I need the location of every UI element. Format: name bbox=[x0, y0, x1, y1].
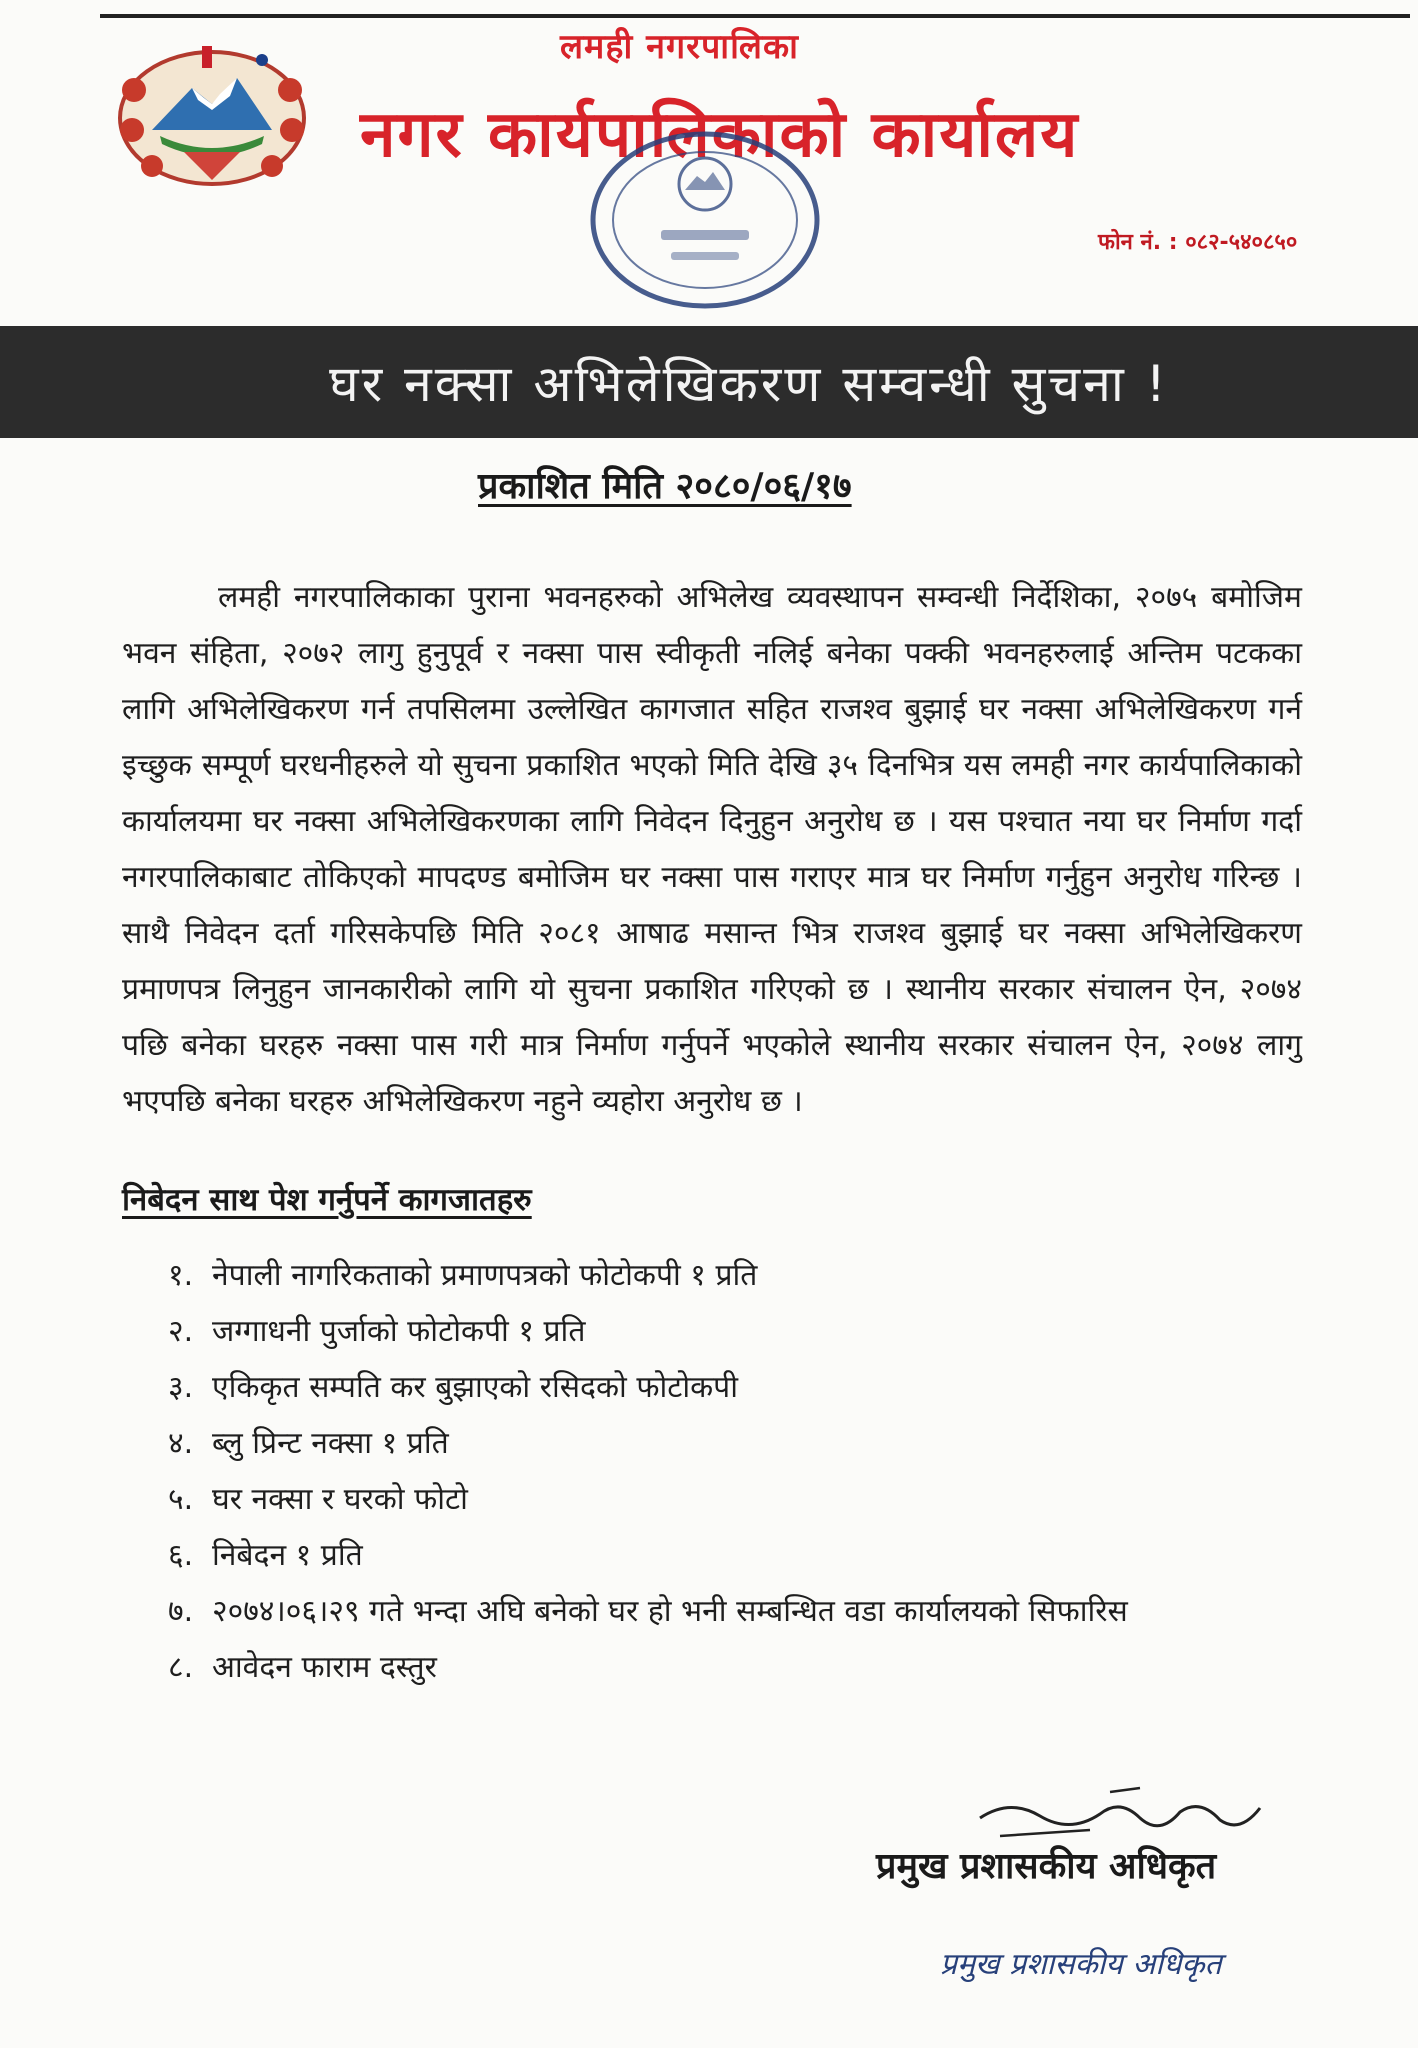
notice-banner bbox=[0, 326, 1418, 438]
list-text: एकिकृत सम्पति कर बुझाएको रसिदको फोटोकपी bbox=[212, 1370, 738, 1405]
office-stamp-icon bbox=[575, 120, 835, 330]
list-text: घर नक्सा र घरको फोटो bbox=[212, 1482, 468, 1517]
list-number: २. bbox=[168, 1314, 194, 1349]
list-number: ५. bbox=[168, 1482, 194, 1517]
list-number: ३. bbox=[168, 1370, 194, 1405]
list-item bbox=[168, 1360, 1308, 1416]
list-text: नेपाली नागरिकताको प्रमाणपत्रको फोटोकपी १ प्रति bbox=[212, 1258, 758, 1293]
top-rule bbox=[100, 14, 1410, 18]
list-item bbox=[168, 1248, 1308, 1304]
documents-heading: निबेदन साथ पेश गर्नुपर्ने कागजातहरु bbox=[122, 1182, 532, 1218]
publication-date: प्रकाशित मिति २०८०/०६/१७ bbox=[478, 466, 852, 507]
list-item bbox=[168, 1472, 1308, 1528]
notice-body: लमही नगरपालिकाका पुराना भवनहरुको अभिलेख व्यवस्थापन सम्वन्धी निर्देशिका, २०७५ बमोजिम भवन संहिता, २०७२ लागु हुनुपूर्व र नक्सा पास स्वीकृती नलिई बनेका पक्की भवनहरुलाई अन्तिम पटकका लागि अभिलेखिकरण गर्न तपसिलमा उल्लेखित कागजात सहित राजश्व बुझाई घर नक्सा अभिलेखिकरण गर्न इच्छुक सम्पूर्ण घरधनीहरुले यो सुचना प्रकाशित भएको मिति देखि ३५ दिनभित्र यस लमही नगर कार्यपालिकाको कार्यालयमा घर नक्सा अभिलेखिकरणका लागि निवेदन दिनुहुन अनुरोध छ । यस पश्चात नया घर निर्माण गर्दा नगरपालिकाबाट तोकिएको मापदण्ड बमोजिम घर नक्सा पास गराएर मात्र घर निर्माण गर्नुहुन अनुरोध गरिन्छ । साथै निवेदन दर्ता गरिसकेपछि मिति २०८१ आषाढ मसान्त भित्र राजश्व बुझाई घर नक्सा अभिलेखिकरण प्रमाणपत्र लिनुहुन जानकारीको लागि यो सुचना प्रकाशित गरिएको छ । स्थानीय सरकार संचालन ऐन, २०७४ पछि बनेका घरहरु नक्सा पास गरी मात्र निर्माण गर्नुपर्ने भएकोले स्थानीय सरकार संचालन ऐन, २०७४ लागु भएपछि बनेका घरहरु अभिलेखिकरण नहुने व्यहोरा अनुरोध छ । bbox=[122, 580, 1302, 1119]
list-number: १. bbox=[168, 1258, 194, 1293]
officer-seal: प्रमुख प्रशासकीय अधिकृत bbox=[940, 1947, 1222, 1982]
documents-list bbox=[168, 1248, 1308, 1696]
list-item bbox=[168, 1416, 1308, 1472]
list-item bbox=[168, 1528, 1308, 1584]
list-item bbox=[168, 1584, 1308, 1640]
list-number: ७. bbox=[168, 1594, 194, 1629]
notice-title: घर नक्सा अभिलेखिकरण सम्वन्धी सुचना ! bbox=[329, 355, 1169, 413]
list-number: ६. bbox=[168, 1538, 194, 1573]
phone-number: फोन नं. : ०८२-५४०८५० bbox=[1098, 230, 1298, 255]
list-text: जग्गाधनी पुर्जाको फोटोकपी १ प्रति bbox=[212, 1314, 586, 1349]
list-text: ब्लु प्रिन्ट नक्सा १ प्रति bbox=[212, 1426, 449, 1461]
list-item bbox=[168, 1304, 1308, 1360]
list-number: ४. bbox=[168, 1426, 194, 1461]
list-number: ८. bbox=[168, 1650, 194, 1685]
list-item bbox=[168, 1640, 1308, 1696]
office-title: नगर कार्यपालिकाको कार्यालय bbox=[360, 98, 1080, 172]
nepal-emblem-icon bbox=[112, 40, 312, 190]
org-name: लमही नगरपालिका bbox=[560, 27, 799, 67]
list-text: निबेदन १ प्रति bbox=[212, 1538, 363, 1573]
list-text: आवेदन फाराम दस्तुर bbox=[212, 1650, 437, 1685]
list-text: २०७४।०६।२९ गते भन्दा अघि बनेको घर हो भनी सम्बन्धित वडा कार्यालयको सिफारिस bbox=[212, 1594, 1128, 1629]
signatory-title: प्रमुख प्रशासकीय अधिकृत bbox=[876, 1846, 1217, 1887]
